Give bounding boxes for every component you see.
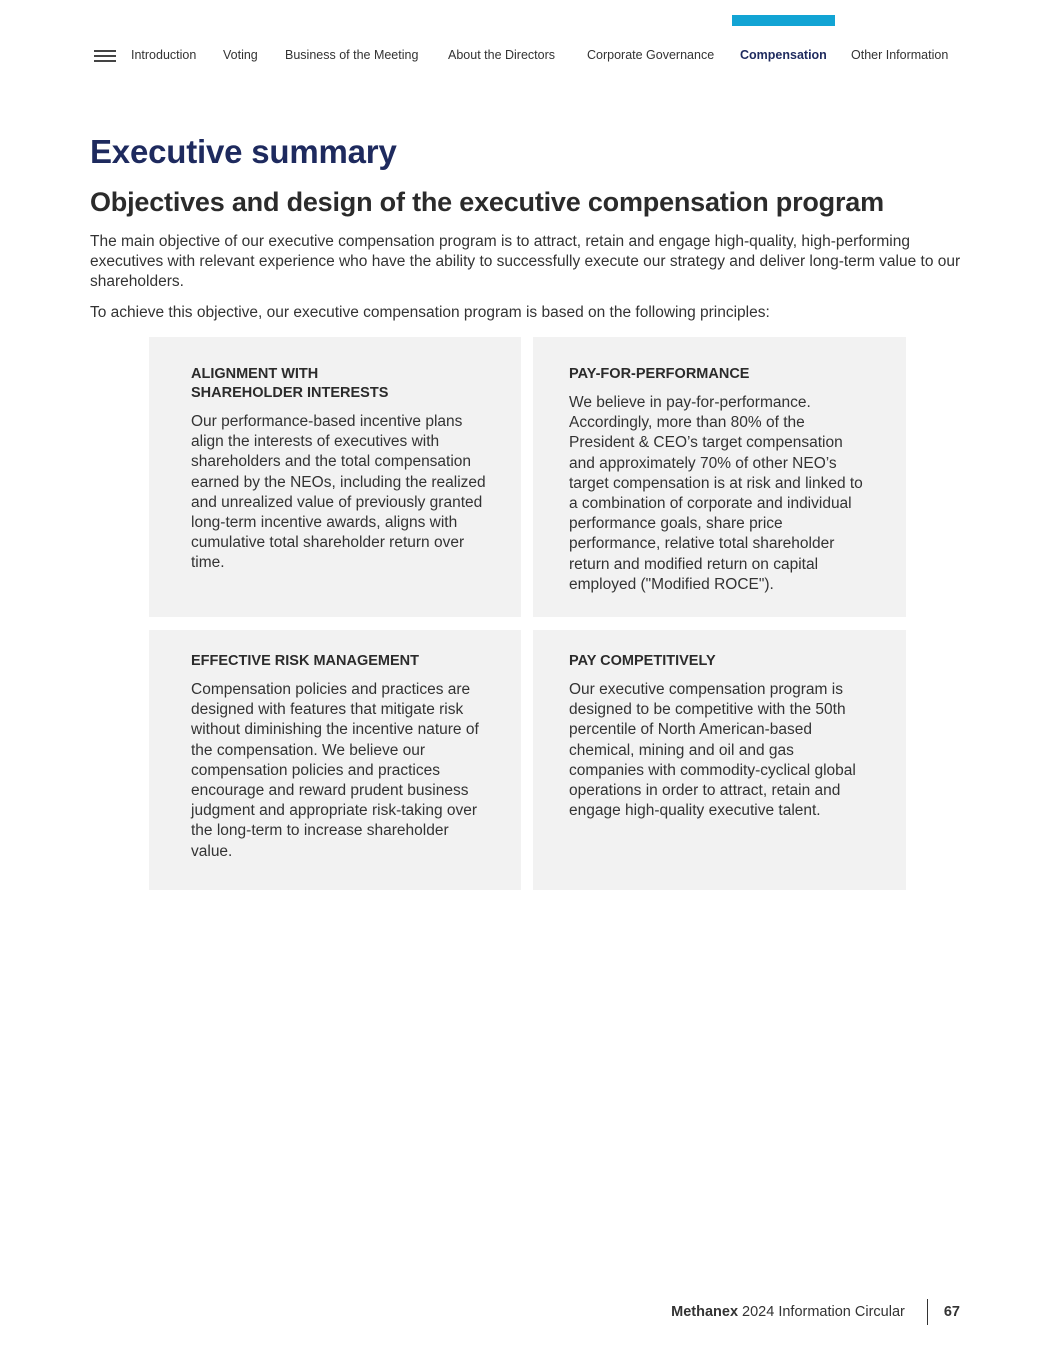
principle-title: EFFECTIVE RISK MANAGEMENT bbox=[191, 653, 419, 669]
hamburger-menu-icon[interactable] bbox=[94, 50, 116, 64]
principle-card-pay-for-performance bbox=[533, 337, 906, 617]
intro-paragraph: The main objective of our executive compensation program is to attract, retain and engage high-quality, high-performing executives with relevant experience who have the ability to successfully execute our strategy and deliver long-term value to our shareholders. bbox=[90, 233, 961, 290]
page-number: 67 bbox=[943, 1304, 960, 1320]
principle-body: Our executive compensation program is designed to be competitive with the 50th percentile of North American-based chemical, mining and oil and gas companies with commodity-cyclical global operations in order to attract, retain and engage high-quality executive talent. bbox=[569, 681, 856, 820]
nav-item-compensation[interactable]: Compensation bbox=[740, 48, 827, 62]
principle-body: We believe in pay-for-performance. Accordingly, more than 80% of the President & CEO’s target compensation and approximately 70% of other NEO’s target compensation is at risk and linked to a combination of corporate and individual performance goals, share price performance, relative total shareholder return and modified return on capital employed ("Modified ROCE"). bbox=[569, 394, 863, 593]
nav-item-about-the-directors[interactable]: About the Directors bbox=[448, 48, 555, 62]
principle-body: Our performance-based incentive plans align the interests of executives with shareholders and the total compensation earned by the NEOs, including the realized and unrealized value of previously granted long-term incentive awards, aligns with cumulative total shareholder return over time. bbox=[191, 413, 486, 572]
principle-title: PAY COMPETITIVELY bbox=[569, 653, 716, 669]
page-footer bbox=[671, 1299, 960, 1325]
top-navigation bbox=[0, 0, 1055, 80]
principle-card-pay-competitively bbox=[533, 630, 906, 890]
active-tab-indicator bbox=[732, 15, 835, 26]
nav-item-introduction[interactable]: Introduction bbox=[131, 48, 197, 62]
nav-item-business-of-the-meeting[interactable]: Business of the Meeting bbox=[285, 48, 419, 62]
principle-title: PAY-FOR-PERFORMANCE bbox=[569, 366, 750, 382]
nav-item-corporate-governance[interactable]: Corporate Governance bbox=[587, 48, 715, 62]
page-title: Executive summary bbox=[90, 133, 397, 170]
principle-body: Compensation policies and practices are designed with features that mitigate risk without diminishing the incentive nature of the compensation. We believe our compensation policies and practices encourage and reward prudent business judgment and appropriate risk-taking over the long-term to increase shareholder value. bbox=[191, 681, 479, 860]
nav-item-other-information[interactable]: Other Information bbox=[851, 48, 949, 62]
principle-card-risk-management bbox=[149, 630, 521, 890]
principle-card-alignment bbox=[149, 337, 521, 617]
nav-item-voting[interactable]: Voting bbox=[223, 48, 258, 62]
footer-brand: Methanex bbox=[671, 1304, 739, 1320]
principle-title: ALIGNMENT WITH SHAREHOLDER INTERESTS bbox=[191, 366, 389, 401]
footer-divider bbox=[927, 1299, 928, 1325]
footer-document-title: 2024 Information Circular bbox=[742, 1304, 905, 1320]
section-subtitle: Objectives and design of the executive compensation program bbox=[90, 187, 884, 217]
principles-lead-paragraph: To achieve this objective, our executive compensation program is based on the following principles: bbox=[90, 304, 770, 321]
